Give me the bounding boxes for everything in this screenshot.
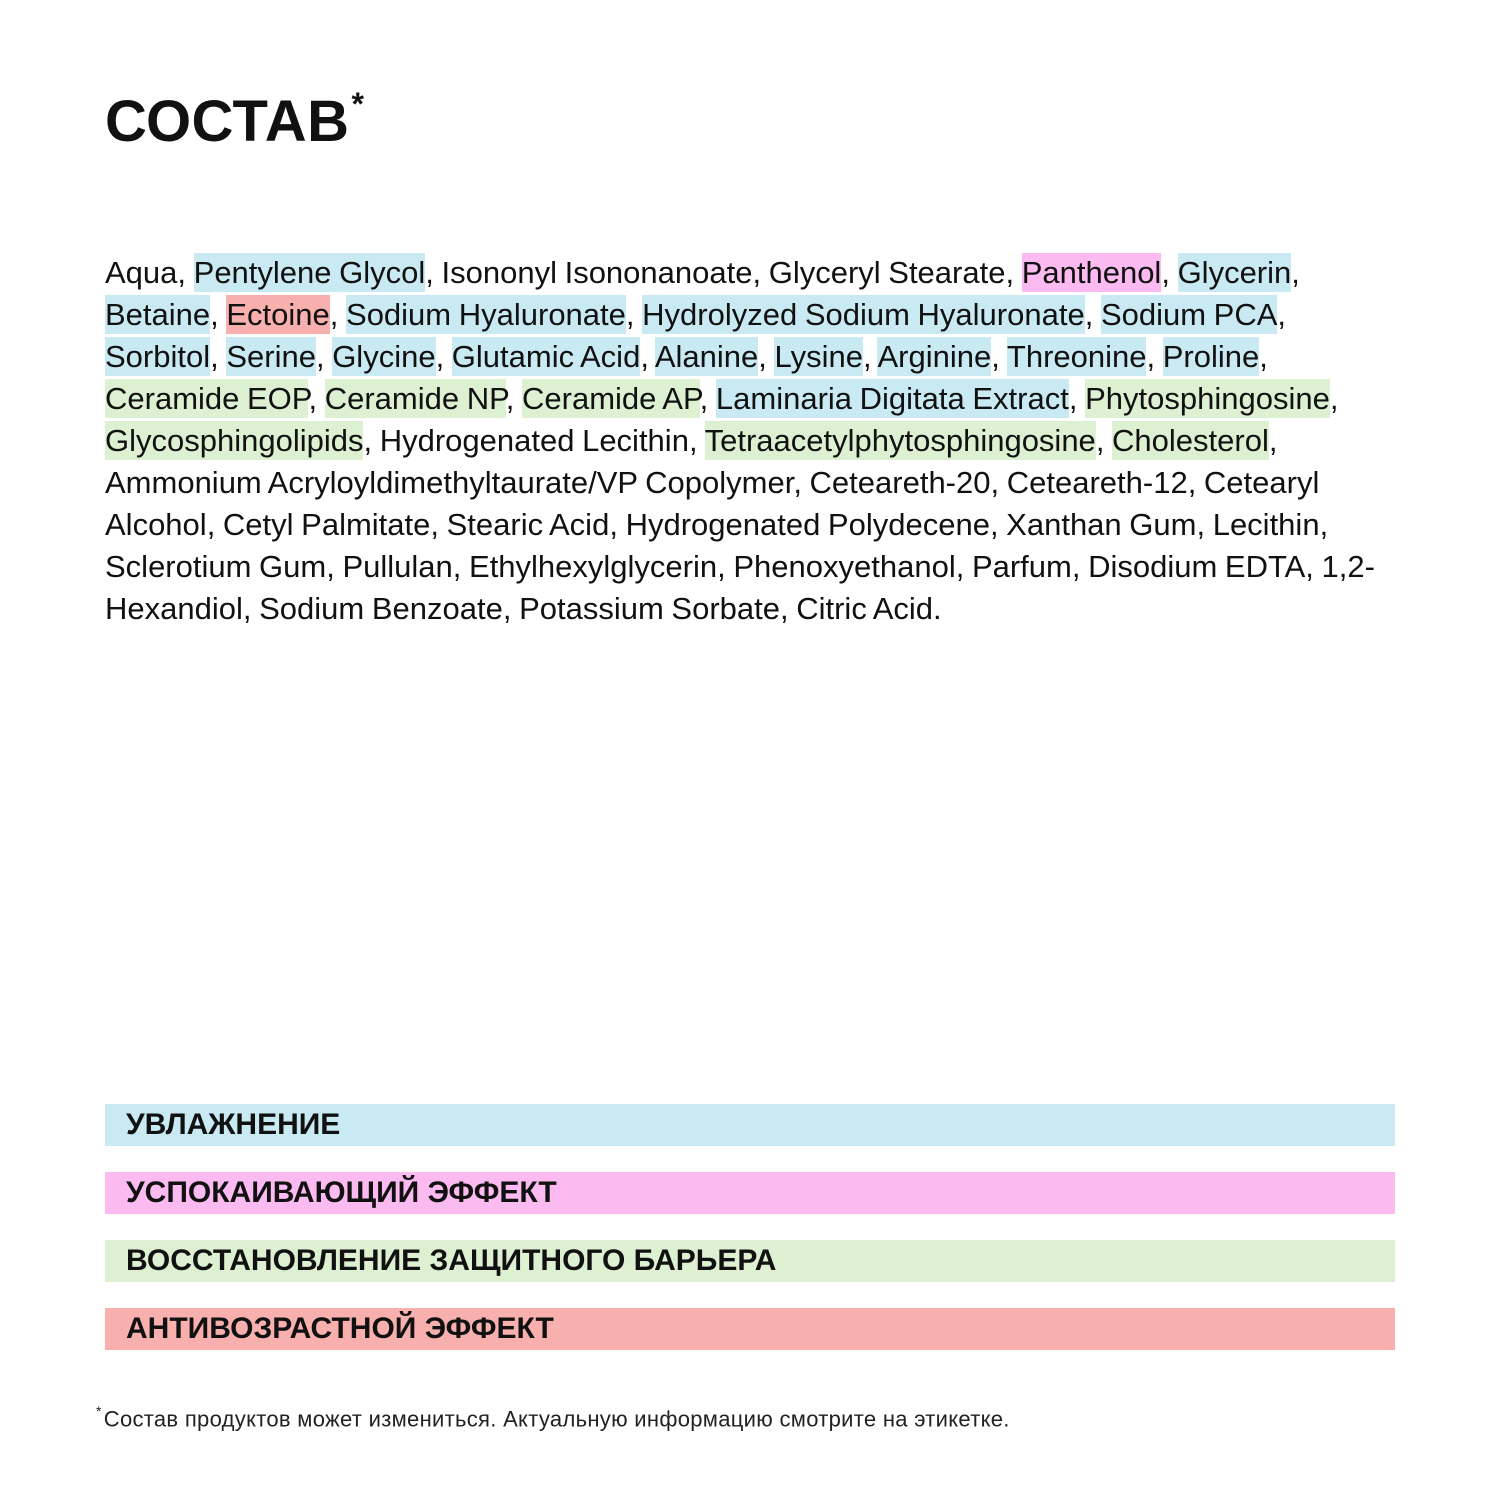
footnote-asterisk: * bbox=[96, 1403, 102, 1419]
ingredient: Sorbitol bbox=[105, 339, 211, 374]
ingredient: Ceramide EOP bbox=[105, 381, 309, 416]
ingredient: Sodium PCA bbox=[1100, 297, 1278, 332]
ingredient: Lysine bbox=[774, 339, 863, 374]
ingredient: Alanine bbox=[654, 339, 759, 374]
ingredient: Cetyl Palmitate bbox=[222, 507, 431, 542]
ingredient: Sodium Benzoate bbox=[259, 591, 503, 626]
ingredient: Panthenol bbox=[1021, 255, 1162, 290]
footnote bbox=[96, 1405, 1010, 1432]
ingredient: Potassium Sorbate bbox=[519, 591, 780, 626]
ingredient: Glycine bbox=[332, 339, 436, 374]
legend-label: АНТИВОЗРАСТНОЙ ЭФФЕКТ bbox=[126, 1312, 554, 1345]
legend-label: УСПОКАИВАЮЩИЙ ЭФФЕКТ bbox=[126, 1176, 557, 1209]
ingredient: Hydrogenated Lecithin bbox=[379, 423, 689, 458]
ingredient: Glycerin bbox=[1177, 255, 1292, 290]
ingredient: Glycosphingolipids bbox=[105, 423, 364, 458]
ingredient: Pullulan bbox=[342, 549, 453, 584]
ingredient: Disodium EDTA bbox=[1088, 549, 1306, 584]
ingredient: Phytosphingosine bbox=[1085, 381, 1330, 416]
ingredient: Ceteareth-12 bbox=[1006, 465, 1188, 500]
title-asterisk: * bbox=[351, 85, 365, 122]
ingredient: Isononyl Isononanoate bbox=[441, 255, 753, 290]
ingredient: Parfum bbox=[971, 549, 1072, 584]
ingredient: Proline bbox=[1162, 339, 1260, 374]
ingredient: Threonine bbox=[1006, 339, 1147, 374]
ingredients-list: Aqua, Pentylene Glycol, Isononyl Isononanoate, Glyceryl Stearate, Panthenol, Glycerin, Betaine, Ectoine, Sodium Hyaluronate, Hydrolyzed Sodium Hyaluronate, Sodium PCA, Sorbitol, Serine, Glycine, Glutamic Acid, Alanine, Lysine, Arginine, Threonine, Proline, Ceramide EOP, Ceramide NP, Ceramide AP, Laminaria Digitata Extract, Phytosphingosine, Glycosphingolipids, Hydrogenated Lecithin, Tetraacetylphytosphingosine, Cholesterol, Ammonium Acryloyldimethyltaurate/VP Copolymer, Ceteareth-20, Ceteareth-12, Cetearyl Alcohol, Cetyl Palmitate, Stearic Acid, Hydrogenated Polydecene, Xanthan Gum, Lecithin, Sclerotium Gum, Pullulan, Ethylhexylglycerin, Phenoxyethanol, Parfum, Disodium EDTA, 1,2-Hexandiol, Sodium Benzoate, Potassium Sorbate, Citric Acid. bbox=[105, 255, 1375, 626]
legend-label: УВЛАЖНЕНИЕ bbox=[126, 1108, 341, 1141]
ingredient: Aqua bbox=[105, 255, 178, 290]
ingredient: Serine bbox=[226, 339, 316, 374]
ingredient: Citric Acid bbox=[796, 591, 934, 626]
legend-item-antiage bbox=[105, 1308, 1395, 1350]
ingredient: 1,2-Hexandiol bbox=[105, 549, 1375, 626]
ingredient: Stearic Acid bbox=[446, 507, 610, 542]
legend-item-calming bbox=[105, 1172, 1395, 1214]
ingredient: Ceramide NP bbox=[324, 381, 506, 416]
ingredient: Ammonium Acryloyldimethyltaurate/VP Copolymer bbox=[105, 465, 794, 500]
title-text: СОСТАВ bbox=[105, 89, 350, 154]
page-title bbox=[105, 85, 365, 155]
legend-label: ВОССТАНОВЛЕНИЕ ЗАЩИТНОГО БАРЬЕРА bbox=[126, 1244, 777, 1277]
ingredient: Ethylhexylglycerin bbox=[469, 549, 718, 584]
ingredient: Cetearyl Alcohol bbox=[105, 465, 1320, 542]
legend-item-barrier bbox=[105, 1240, 1395, 1282]
ingredient: Glutamic Acid bbox=[451, 339, 641, 374]
ingredient: Laminaria Digitata Extract bbox=[715, 381, 1069, 416]
ingredient: Sclerotium Gum bbox=[105, 549, 327, 584]
ingredient: Ceteareth-20 bbox=[809, 465, 991, 500]
legend-item-moisture bbox=[105, 1104, 1395, 1146]
ingredient: Lecithin bbox=[1212, 507, 1320, 542]
ingredient: Glyceryl Stearate bbox=[768, 255, 1006, 290]
ingredient: Sodium Hyaluronate bbox=[346, 297, 626, 332]
ingredient: Cholesterol bbox=[1112, 423, 1269, 458]
ingredient: Hydrogenated Polydecene bbox=[625, 507, 990, 542]
footnote-text: Состав продуктов может измениться. Актуальную информацию смотрите на этикетке. bbox=[103, 1406, 1010, 1432]
ingredient: Ectoine bbox=[226, 297, 330, 332]
ingredient: Arginine bbox=[877, 339, 992, 374]
legend bbox=[105, 1104, 1395, 1376]
ingredient: Betaine bbox=[105, 297, 211, 332]
ingredient: Phenoxyethanol bbox=[733, 549, 956, 584]
ingredient: Hydrolyzed Sodium Hyaluronate bbox=[642, 297, 1085, 332]
ingredient: Tetraacetylphytosphingosine bbox=[704, 423, 1096, 458]
ingredient: Pentylene Glycol bbox=[193, 255, 426, 290]
ingredient: Xanthan Gum bbox=[1006, 507, 1197, 542]
ingredient: Ceramide AP bbox=[522, 381, 700, 416]
